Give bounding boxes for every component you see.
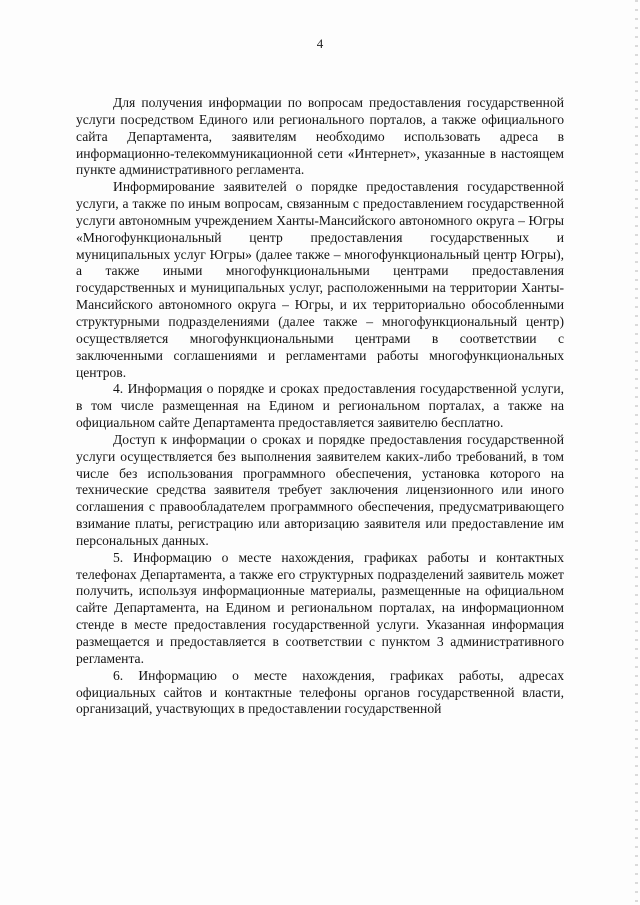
paragraph-item-5: 5. Информацию о месте нахождения, графиках работы и контактных телефонах Департамента, а также его структурных подразделений заявитель может получить, используя информационные материалы, размещенные на официальном сайте Департамента, на Едином и региональном порталах, на информационном стенде в месте предоставления государственной услуги. Указанная информация размещается и предоставляется в соответствии с пунктом 3 административного регламента. xyxy=(76,549,564,666)
paragraph-mfc-informing: Информирование заявителей о порядке предоставления государственной услуги, а также по иным вопросам, связанным с предоставлением государственной услуги автономным учреждением Ханты-Мансийского автономного округа – Югры «Многофункциональный центр предоставления государственных и муниципальных услуг Югры» (далее также – многофункциональный центр Югры), а также иными многофункциональными центрами предоставления государственных и муниципальных услуг, расположенными на территории Ханты-Мансийского автономного округа – Югры, и их территориально обособленными структурными подразделениями (далее также – многофункциональный центр) осуществляется многофункциональными центрами в соответствии с заключенными соглашениями и регламентами работы многофункциональных центров. xyxy=(76,179,564,380)
paragraph-internet-addresses: Для получения информации по вопросам предоставления государственной услуги посредством Единого или регионального порталов, а также официального сайта Департамента, заявителям необходимо использовать адреса в информационно-телекоммуникационной сети «Интернет», указанные в настоящем пункте административного регламента. xyxy=(76,95,564,178)
document-body xyxy=(76,95,564,718)
paragraph-item-4: 4. Информация о порядке и сроках предоставления государственной услуги, в том числе размещенная на Едином и региональном порталах, а также на официальном сайте Департамента предоставляется заявителю бесплатно. xyxy=(76,381,564,431)
page-number: 4 xyxy=(316,36,324,51)
paragraph-item-6: 6. Информацию о месте нахождения, графиках работы, адресах официальных сайтов и контактные телефоны органов государственной власти, организаций, участвующих в предоставлении государственной xyxy=(76,667,564,717)
paragraph-access-info: Доступ к информации о сроках и порядке предоставления государственной услуги осуществляется без выполнения заявителем каких-либо требований, в том числе без использования программного обеспечения, установка которого на технические средства заявителя требует заключения лицензионного или иного соглашения с правообладателем программного обеспечения, предусматривающего взимание платы, регистрацию или авторизацию заявителя или предоставление им персональных данных. xyxy=(76,431,564,548)
scan-edge-marks xyxy=(635,0,638,905)
